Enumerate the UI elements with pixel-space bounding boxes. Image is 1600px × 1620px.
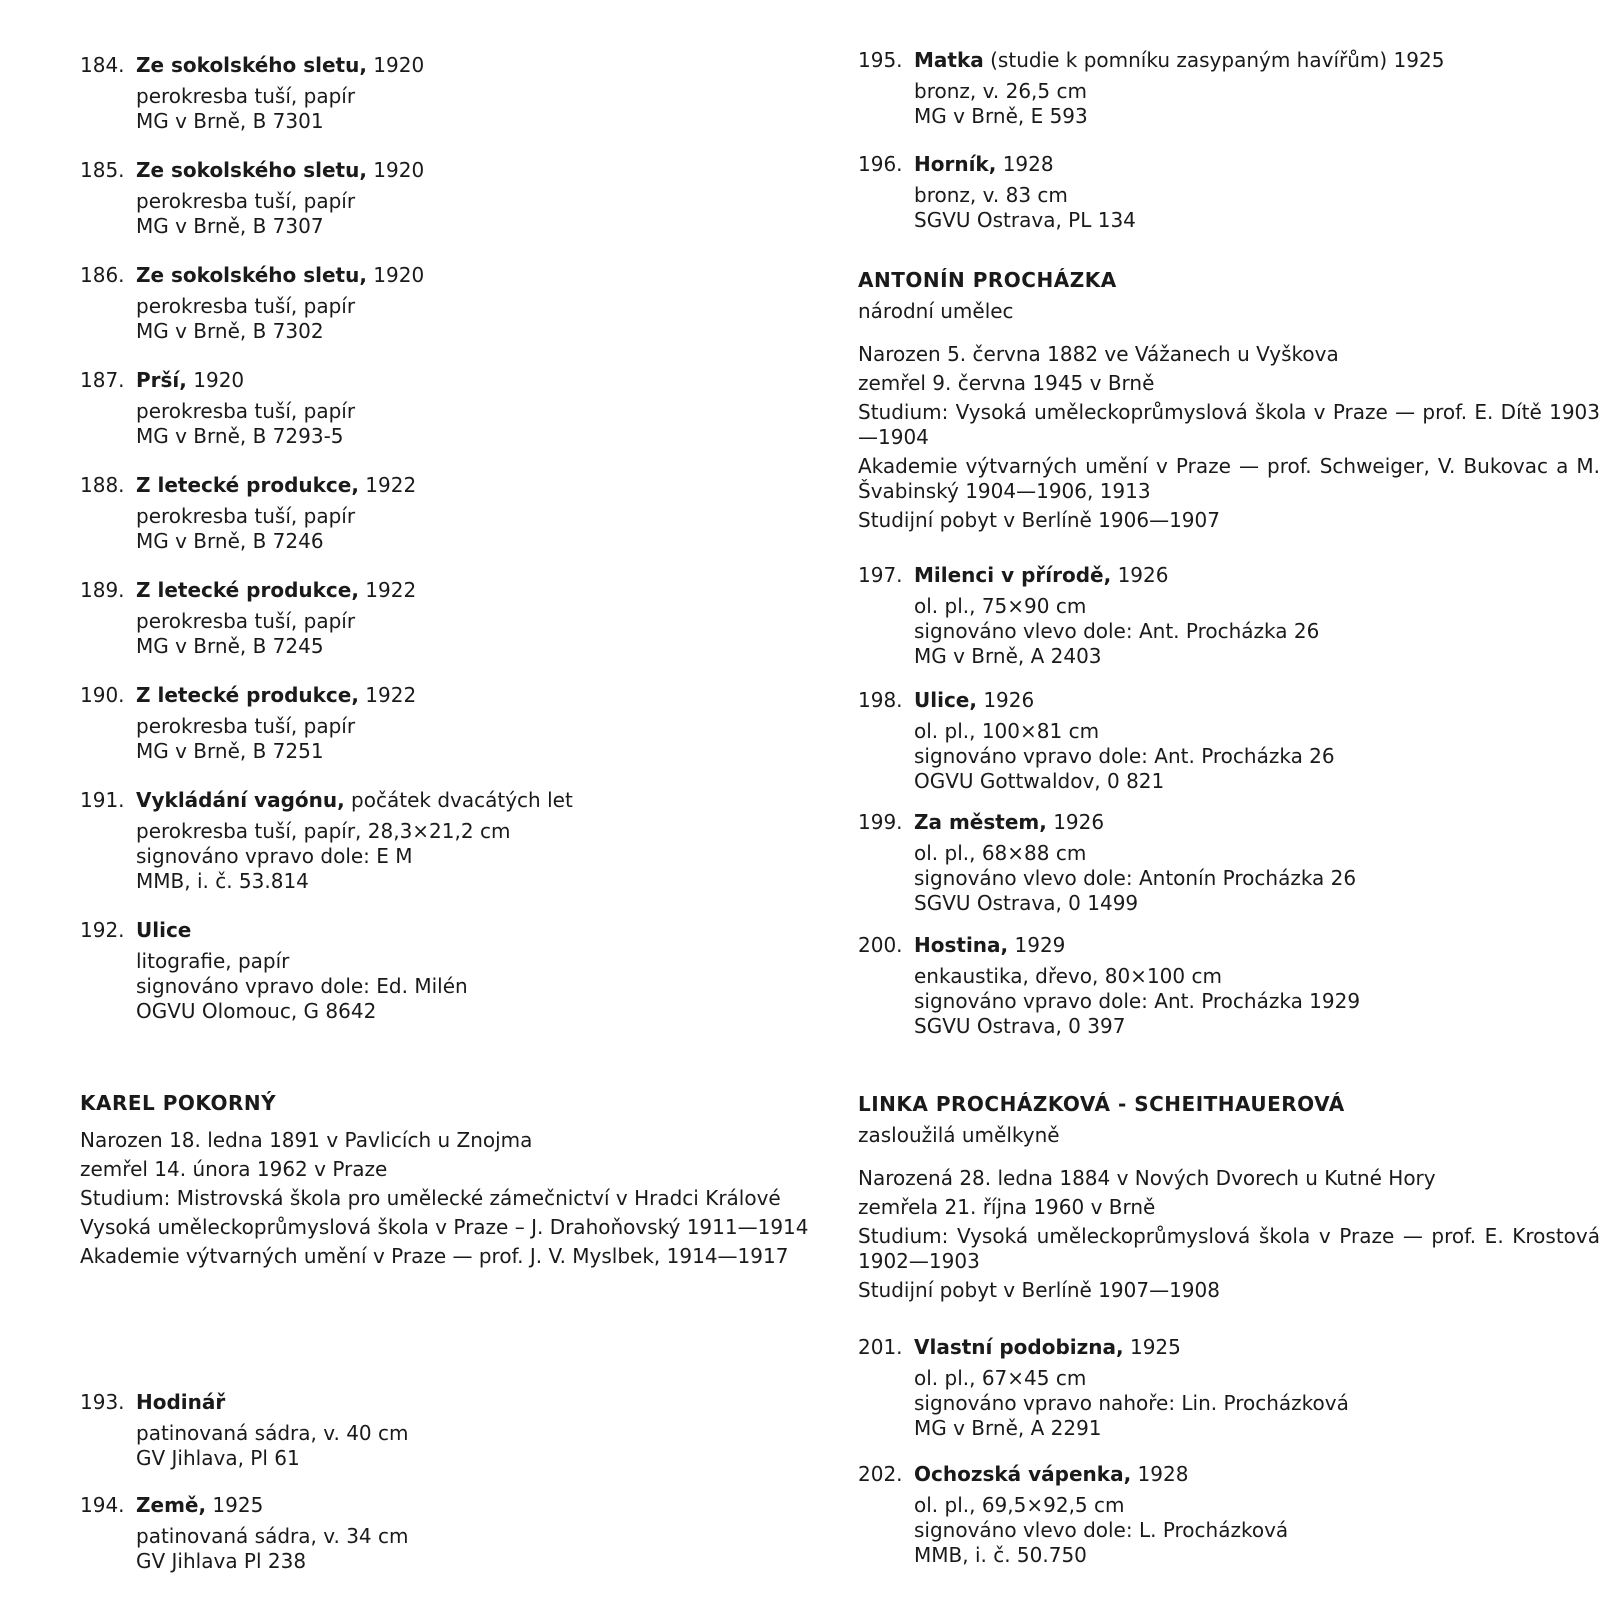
entry-signature: signováno vpravo dole: Ant. Procházka 26 [914, 744, 1335, 768]
entry-year: 1922 [358, 683, 417, 707]
bio-birth: Narozen 5. června 1882 ve Vážanech u Vyškova [858, 342, 1339, 366]
bio-study: Studium: Vysoká uměleckoprůmyslová škola v Praze — prof. E. Dítě 1903—1904 [858, 400, 1600, 449]
catalog-entry-195 [858, 48, 1600, 129]
bio-study: Vysoká uměleckoprůmyslová škola v Praze – J. Drahoňovský 1911—1914 [80, 1215, 809, 1239]
entry-collection: GV Jihlava Pl 238 [136, 1549, 307, 1573]
bio-death: zemřel 9. června 1945 v Brně [858, 371, 1155, 395]
bio-death: zemřel 14. února 1962 v Praze [80, 1157, 388, 1181]
entry-collection: SGVU Ostrava, 0 397 [914, 1014, 1126, 1038]
catalog-entry-200 [858, 933, 1600, 1039]
entry-title: Z letecké produkce, [136, 683, 359, 707]
catalog-entry-184 [80, 53, 830, 134]
catalog-entry-187 [80, 368, 830, 449]
entry-medium: perokresba tuší, papír [136, 504, 356, 528]
entry-title: Milenci v přírodě, [914, 563, 1112, 587]
entry-medium: perokresba tuší, papír [136, 714, 356, 738]
entry-signature: signováno vlevo dole: Ant. Procházka 26 [914, 619, 1320, 643]
entry-year: 1926 [976, 688, 1035, 712]
entry-number: 195. [858, 48, 903, 72]
entry-medium: perokresba tuší, papír, 28,3×21,2 cm [136, 819, 511, 843]
entry-year: 1926 [1046, 810, 1105, 834]
entry-collection: MG v Brně, B 7246 [136, 529, 324, 553]
entry-collection: MMB, i. č. 53.814 [136, 869, 309, 893]
entry-number: 188. [80, 473, 125, 497]
catalog-entry-194 [80, 1493, 830, 1574]
entry-collection: MG v Brně, B 7293-5 [136, 424, 344, 448]
entry-title: Horník, [914, 152, 997, 176]
entry-medium: perokresba tuší, papír [136, 399, 356, 423]
entry-number: 189. [80, 578, 125, 602]
entry-year: 1925 [1123, 1335, 1181, 1359]
bio-study: Studium: Vysoká uměleckoprůmyslová škola v Praze — prof. E. Krostová 1902—1903 [858, 1224, 1600, 1273]
entry-year: 1925 [206, 1493, 264, 1517]
artist-subtitle: zasloužilá umělkyně [858, 1123, 1060, 1147]
entry-number: 193. [80, 1390, 125, 1414]
entry-number: 201. [858, 1335, 903, 1359]
entry-medium: perokresba tuší, papír [136, 609, 356, 633]
entry-medium: ol. pl., 69,5×92,5 cm [914, 1493, 1125, 1517]
entry-number: 191. [80, 788, 125, 812]
catalog-entry-192 [80, 918, 830, 1024]
artist-name: KAREL POKORNÝ [80, 1091, 277, 1115]
catalog-entry-199 [858, 810, 1600, 916]
catalog-entry-202 [858, 1462, 1600, 1568]
entry-medium: enkaustika, dřevo, 80×100 cm [914, 964, 1222, 988]
entry-signature: signováno vpravo nahoře: Lin. Procházková [914, 1391, 1349, 1415]
entry-year: 1928 [996, 152, 1054, 176]
entry-medium: perokresba tuší, papír [136, 189, 356, 213]
entry-collection: MG v Brně, B 7251 [136, 739, 324, 763]
entry-signature: signováno vlevo dole: Antonín Procházka 26 [914, 866, 1357, 890]
entry-title: Prší, [136, 368, 187, 392]
entry-title: Ochozská vápenka, [914, 1462, 1132, 1486]
catalog-entry-191 [80, 788, 830, 894]
entry-year: 1920 [186, 368, 245, 392]
entry-medium: patinovaná sádra, v. 40 cm [136, 1421, 409, 1445]
entry-year: počátek dvacátých let [344, 788, 573, 812]
entry-signature: signováno vlevo dole: L. Procházková [914, 1518, 1289, 1542]
catalog-entry-198 [858, 688, 1600, 794]
entry-year: 1922 [358, 578, 417, 602]
entry-year: 1929 [1008, 933, 1066, 957]
entry-collection: MMB, i. č. 50.750 [914, 1543, 1087, 1567]
entry-medium: ol. pl., 100×81 cm [914, 719, 1100, 743]
catalog-entry-189 [80, 578, 830, 659]
entry-medium: patinovaná sádra, v. 34 cm [136, 1524, 409, 1548]
entry-title: Vykládání vagónu, [136, 788, 345, 812]
artist-bio [80, 1128, 830, 1269]
entry-signature: signováno vpravo dole: Ant. Procházka 1929 [914, 989, 1361, 1013]
entry-signature: signováno vpravo dole: E M [136, 844, 413, 868]
entry-collection: GV Jihlava, Pl 61 [136, 1446, 300, 1470]
entry-title: Ulice, [914, 688, 977, 712]
entry-title: Ze sokolského sletu, [136, 53, 367, 77]
entry-medium: perokresba tuší, papír [136, 84, 356, 108]
artist-bio [858, 1166, 1600, 1303]
bio-study: Studium: Mistrovská škola pro umělecké zámečnictví v Hradci Králové [80, 1186, 781, 1210]
entry-medium: bronz, v. 26,5 cm [914, 79, 1087, 103]
entry-number: 187. [80, 368, 125, 392]
bio-birth: Narozen 18. ledna 1891 v Pavlicích u Znojma [80, 1128, 533, 1152]
entry-number: 200. [858, 933, 903, 957]
entry-number: 199. [858, 810, 903, 834]
entry-number: 198. [858, 688, 903, 712]
entry-number: 186. [80, 263, 125, 287]
bio-stay: Studijní pobyt v Berlíně 1907—1908 [858, 1278, 1220, 1302]
entry-collection: MG v Brně, B 7301 [136, 109, 324, 133]
entry-collection: MG v Brně, B 7302 [136, 319, 324, 343]
entry-title: Ze sokolského sletu, [136, 263, 367, 287]
entry-year: 1920 [366, 158, 425, 182]
entry-number: 196. [858, 152, 903, 176]
entry-collection: SGVU Ostrava, 0 1499 [914, 891, 1139, 915]
bio-study: Akademie výtvarných umění v Praze — prof. Schweiger, V. Bukovac a M. Švabinský 1904—1906, 1913 [858, 454, 1600, 503]
entry-collection: SGVU Ostrava, PL 134 [914, 208, 1136, 232]
entry-collection: MG v Brně, B 7307 [136, 214, 324, 238]
artist-section-prochazka [858, 268, 1600, 537]
artist-subtitle: národní umělec [858, 299, 1014, 323]
entry-number: 197. [858, 563, 903, 587]
entry-number: 185. [80, 158, 125, 182]
entry-year: 1920 [366, 53, 425, 77]
artist-bio [858, 342, 1600, 533]
artist-name: ANTONÍN PROCHÁZKA [858, 268, 1117, 292]
entry-title: Matka [914, 48, 984, 72]
bio-birth: Narozená 28. ledna 1884 v Nových Dvorech u Kutné Hory [858, 1166, 1436, 1190]
entry-title: Vlastní podobizna, [914, 1335, 1124, 1359]
entry-medium: ol. pl., 68×88 cm [914, 841, 1087, 865]
entry-number: 184. [80, 53, 125, 77]
entry-collection: OGVU Olomouc, G 8642 [136, 999, 377, 1023]
entry-title: Z letecké produkce, [136, 473, 359, 497]
catalog-entry-186 [80, 263, 830, 344]
entry-title: Země, [136, 1493, 207, 1517]
catalog-entry-188 [80, 473, 830, 554]
artist-section-pokorny [80, 1091, 830, 1273]
entry-collection: OGVU Gottwaldov, 0 821 [914, 769, 1165, 793]
catalog-entry-197 [858, 563, 1600, 669]
artist-section-prochazkova [858, 1092, 1600, 1307]
entry-title: Z letecké produkce, [136, 578, 359, 602]
entry-title: Ze sokolského sletu, [136, 158, 367, 182]
entry-year: 1926 [1111, 563, 1169, 587]
entry-signature: signováno vpravo dole: Ed. Milén [136, 974, 468, 998]
bio-study: Akademie výtvarných umění v Praze — prof. J. V. Myslbek, 1914—1917 [80, 1244, 789, 1268]
catalog-entry-193 [80, 1390, 830, 1471]
entry-number: 202. [858, 1462, 903, 1486]
bio-death: zemřela 21. října 1960 v Brně [858, 1195, 1156, 1219]
entry-medium: ol. pl., 75×90 cm [914, 594, 1087, 618]
catalog-entry-185 [80, 158, 830, 239]
entry-number: 194. [80, 1493, 125, 1517]
bio-stay: Studijní pobyt v Berlíně 1906—1907 [858, 508, 1220, 532]
entry-number: 192. [80, 918, 125, 942]
entry-year: 1920 [366, 263, 425, 287]
entry-title: Hostina, [914, 933, 1009, 957]
entry-title: Ulice [136, 918, 192, 942]
entry-medium: ol. pl., 67×45 cm [914, 1366, 1087, 1390]
entry-collection: MG v Brně, E 593 [914, 104, 1088, 128]
entry-medium: litografie, papír [136, 949, 290, 973]
entry-collection: MG v Brně, A 2403 [914, 644, 1102, 668]
catalog-entry-201 [858, 1335, 1600, 1441]
entry-year: 1922 [358, 473, 417, 497]
entry-medium: bronz, v. 83 cm [914, 183, 1068, 207]
entry-title: Za městem, [914, 810, 1047, 834]
catalog-entry-190 [80, 683, 830, 764]
artist-name: LINKA PROCHÁZKOVÁ - SCHEITHAUEROVÁ [858, 1092, 1345, 1116]
entry-collection: MG v Brně, B 7245 [136, 634, 324, 658]
entry-number: 190. [80, 683, 125, 707]
entry-title: Hodinář [136, 1390, 226, 1414]
entry-medium: perokresba tuší, papír [136, 294, 356, 318]
entry-year: 1928 [1131, 1462, 1189, 1486]
entry-year: (studie k pomníku zasypaným havířům) 1925 [983, 48, 1445, 72]
entry-collection: MG v Brně, A 2291 [914, 1416, 1102, 1440]
catalog-entry-196 [858, 152, 1600, 233]
